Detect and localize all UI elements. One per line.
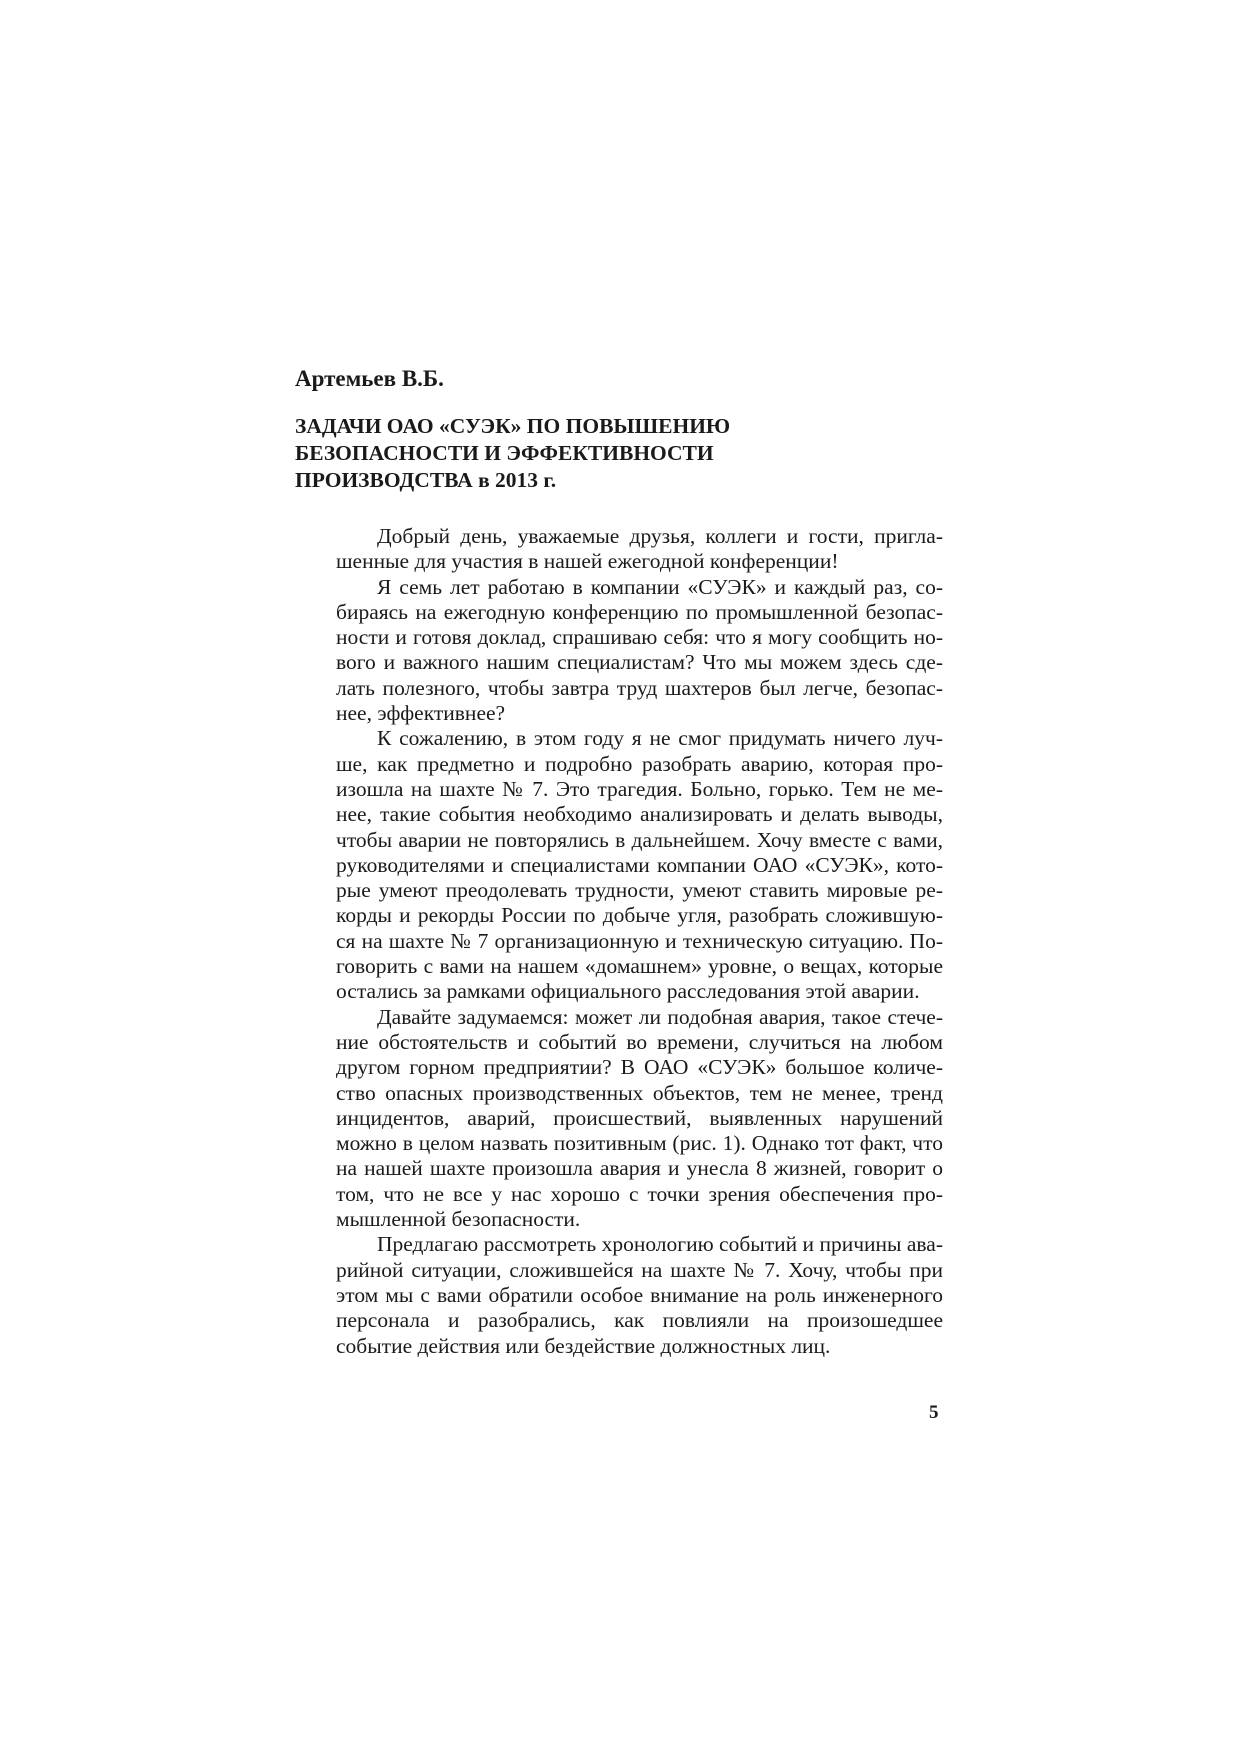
text-line: говорить с вами на нашем «домашнем» уровне, о вещах, которые [336, 954, 943, 979]
paragraph-greeting [295, 524, 943, 575]
text-line: том, что не все у нас хорошо с точки зрения обеспечения про- [336, 1181, 943, 1206]
text-line: изошла на шахте № 7. Это трагедия. Больно, горько. Тем не ме- [336, 776, 943, 801]
text-line: бираясь на ежегодную конференцию по промышленной безопас- [336, 599, 943, 624]
text-line: нее, эффективнее? [336, 701, 506, 726]
text-line: ности и готовя доклад, спрашиваю себя: что я могу сообщить но- [336, 625, 943, 650]
title-line: ЗАДАЧИ ОАО «СУЭК» ПО ПОВЫШЕНИЮ [295, 414, 731, 438]
text-line: ся на шахте № 7 организационную и техническую ситуацию. По- [336, 928, 943, 953]
text-line: остались за рамками официального расследования этой аварии. [336, 979, 920, 1004]
text-line: ше, как предметно и подробно разобрать аварию, которая про- [336, 751, 943, 776]
text-line: чтобы аварии не повторялись в дальнейшем. Хочу вместе с вами, [336, 827, 943, 852]
text-line: лать полезного, чтобы завтра труд шахтеров был легче, безопас- [336, 675, 943, 700]
text-line: мышленной безопасности. [336, 1207, 581, 1232]
text-line: нее, такие события необходимо анализировать и делать выводы, [336, 802, 943, 827]
page-number: 5 [929, 1402, 939, 1423]
text-line: руководителями и специалистами компании ОАО «СУЭК», кото- [336, 852, 943, 877]
title-line: БЕЗОПАСНОСТИ И ЭФФЕКТИВНОСТИ [295, 441, 714, 465]
paragraph-reflection [295, 1005, 943, 1233]
text-line: Предлагаю рассмотреть хронологию событий и причины ава- [377, 1232, 943, 1257]
text-line: К сожалению, в этом году я не смог придумать ничего луч- [377, 726, 943, 751]
document-page [295, 365, 943, 1359]
text-line: ние обстоятельств и событий во времени, случиться на любом [336, 1029, 943, 1054]
text-line: инцидентов, аварий, происшествий, выявленных нарушений [336, 1105, 943, 1130]
paragraph-accident [295, 726, 943, 1004]
text-line: Давайте задумаемся: может ли подобная авария, такое стече- [377, 1004, 943, 1029]
text-line: персонала и разобрались, как повлияли на произошедшее [336, 1308, 943, 1333]
text-line: Я семь лет работаю в компании «СУЭК» и каждый раз, со- [377, 574, 943, 599]
paragraph-introduction [295, 575, 943, 727]
text-line: на нашей шахте произошла авария и унесла 8 жизней, говорит о [336, 1156, 943, 1181]
text-line: Добрый день, уважаемые друзья, коллеги и гости, пригла- [377, 524, 943, 548]
article-title [295, 413, 943, 494]
text-line: этом мы с вами обратили особое внимание на роль инженерного [336, 1282, 943, 1307]
text-line: событие действия или бездействие должностных лиц. [336, 1333, 831, 1358]
text-line: рые умеют преодолевать трудности, умеют ставить мировые ре- [336, 878, 943, 903]
title-line: ПРОИЗВОДСТВА в 2013 г. [295, 468, 557, 492]
text-line: ство опасных производственных объектов, тем не менее, тренд [336, 1080, 943, 1105]
text-line: шенные для участия в нашей ежегодной конференции! [336, 549, 839, 574]
text-line: можно в целом назвать позитивным (рис. 1). Однако тот факт, что [336, 1131, 943, 1156]
paragraph-proposal [295, 1232, 943, 1358]
text-line: рийной ситуации, сложившейся на шахте № 7. Хочу, чтобы при [336, 1257, 943, 1282]
text-line: другом горном предприятии? В ОАО «СУЭК» большое количе- [336, 1055, 943, 1080]
author-name: Артемьев В.Б. [295, 366, 444, 391]
text-line: вого и важного нашим специалистам? Что мы можем здесь сде- [336, 650, 943, 675]
text-line: корды и рекорды России по добыче угля, разобрать сложившую- [336, 903, 943, 928]
